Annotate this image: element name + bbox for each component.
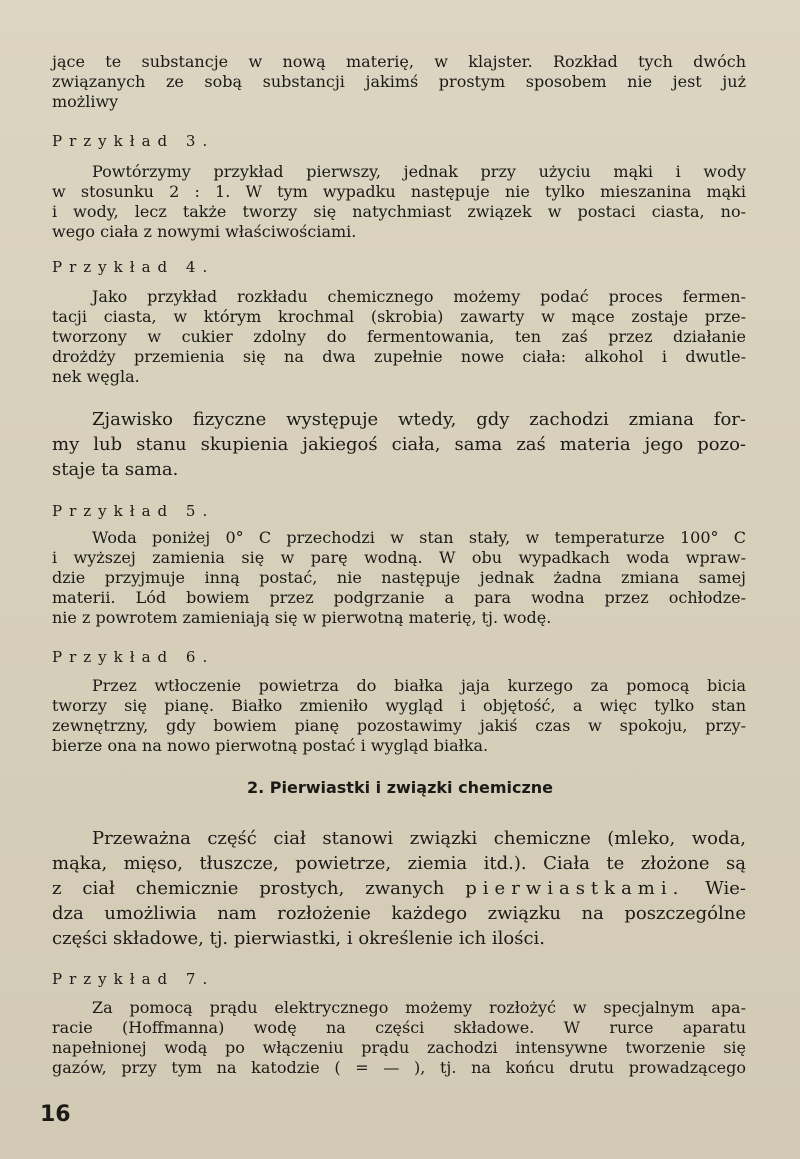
text-line: jące te substancje w nową materię, w klajster. Rozkład tych dwóch <box>52 52 746 71</box>
example-5 <box>52 502 746 520</box>
physical-phenomenon-paragraph <box>52 407 746 482</box>
text-line: i wody, lecz także tworzy się natychmiast związek w postaci ciasta, no- <box>52 202 746 221</box>
example-3-text <box>52 162 746 242</box>
text-line: części składowe, tj. pierwiastki, i określenie ich ilości. <box>52 928 546 949</box>
emphasized-term: pierwiastkami. <box>465 878 685 899</box>
example-label: Przykład 3. <box>52 132 215 150</box>
page-number: 16 <box>40 1102 71 1127</box>
text-line: napełnionej wodą po włączeniu prądu zachodzi intensywne tworzenie się <box>52 1038 746 1057</box>
text-line: dzie przyjmuje inną postać, nie następuje jednak żadna zmiana samej <box>52 568 746 587</box>
text-line: możliwy <box>52 92 119 111</box>
example-label: Przykład 7. <box>52 970 215 988</box>
example-7 <box>52 970 746 988</box>
text-line: w stosunku 2 : 1. W tym wypadku następuje nie tylko mieszanina mąki <box>52 182 746 201</box>
example-3 <box>52 132 746 150</box>
text-line: tworzy się pianę. Białko zmieniło wygląd i objętość, a więc tylko stan <box>52 696 746 715</box>
text-line: wego ciała z nowymi właściwościami. <box>52 222 357 241</box>
example-label: Przykład 4. <box>52 258 215 276</box>
text-line: bierze ona na nowo pierwotną postać i wygląd białka. <box>52 736 489 755</box>
example-6 <box>52 648 746 666</box>
text-fragment: Wie- <box>705 878 746 899</box>
text-line: Przeważna część ciał stanowi związki chemiczne (mleko, woda, <box>92 828 746 849</box>
text-line: materii. Lód bowiem przez podgrzanie a para wodna przez ochłodze- <box>52 588 746 607</box>
elements-paragraph <box>52 826 746 951</box>
example-7-text <box>52 998 746 1078</box>
example-4-text <box>52 287 746 387</box>
text-line <box>52 876 746 901</box>
text-line: racie (Hoffmanna) wodę na części składowe. W rurce aparatu <box>52 1018 746 1037</box>
intro-paragraph <box>52 52 746 112</box>
text-line: Przez wtłoczenie powietrza do białka jaja kurzego za pomocą bicia <box>92 676 746 695</box>
text-line: nie z powrotem zamieniają się w pierwotną materię, tj. wodę. <box>52 608 552 627</box>
text-line: Za pomocą prądu elektrycznego możemy rozłożyć w specjalnym apa- <box>92 998 746 1017</box>
text-line: tacji ciasta, w którym krochmal (skrobia) zawarty w mące zostaje prze- <box>52 307 746 326</box>
example-6-text <box>52 676 746 756</box>
text-line: staje ta sama. <box>52 459 179 480</box>
example-label: Przykład 5. <box>52 502 215 520</box>
text-line: zewnętrzny, gdy bowiem pianę pozostawimy jakiś czas w spokoju, przy- <box>52 716 746 735</box>
text-line: Jako przykład rozkładu chemicznego możemy podać proces fermen- <box>92 287 746 306</box>
text-line: drożdży przemienia się na dwa zupełnie nowe ciała: alkohol i dwutle- <box>52 347 746 366</box>
text-line: Zjawisko fizyczne występuje wtedy, gdy zachodzi zmiana for- <box>92 409 746 430</box>
text-line: gazów, przy tym na katodzie ( = — ), tj. na końcu drutu prowadzącego <box>52 1058 746 1077</box>
text-fragment: z ciał chemicznie prostych, zwanych <box>52 878 445 899</box>
example-4 <box>52 258 746 276</box>
text-line: tworzony w cukier zdolny do fermentowania, ten zaś przez działanie <box>52 327 746 346</box>
text-line: Woda poniżej 0° C przechodzi w stan stały, w temperaturze 100° C <box>92 528 746 547</box>
text-line: my lub stanu skupienia jakiegoś ciała, sama zaś materia jego pozo- <box>52 434 746 455</box>
section-heading: 2. Pierwiastki i związki chemiczne <box>246 778 554 797</box>
example-5-text <box>52 528 746 628</box>
text-line: związanych ze sobą substancji jakimś prostym sposobem nie jest już <box>52 72 746 91</box>
text-line: Powtórzymy przykład pierwszy, jednak przy użyciu mąki i wody <box>92 162 746 181</box>
example-label: Przykład 6. <box>52 648 215 666</box>
text-line: mąka, mięso, tłuszcze, powietrze, ziemia itd.). Ciała te złożone są <box>52 853 746 874</box>
text-line: dza umożliwia nam rozłożenie każdego związku na poszczególne <box>52 903 746 924</box>
text-line: nek węgla. <box>52 367 140 386</box>
text-line: i wyższej zamienia się w parę wodną. W obu wypadkach woda wpraw- <box>52 548 746 567</box>
